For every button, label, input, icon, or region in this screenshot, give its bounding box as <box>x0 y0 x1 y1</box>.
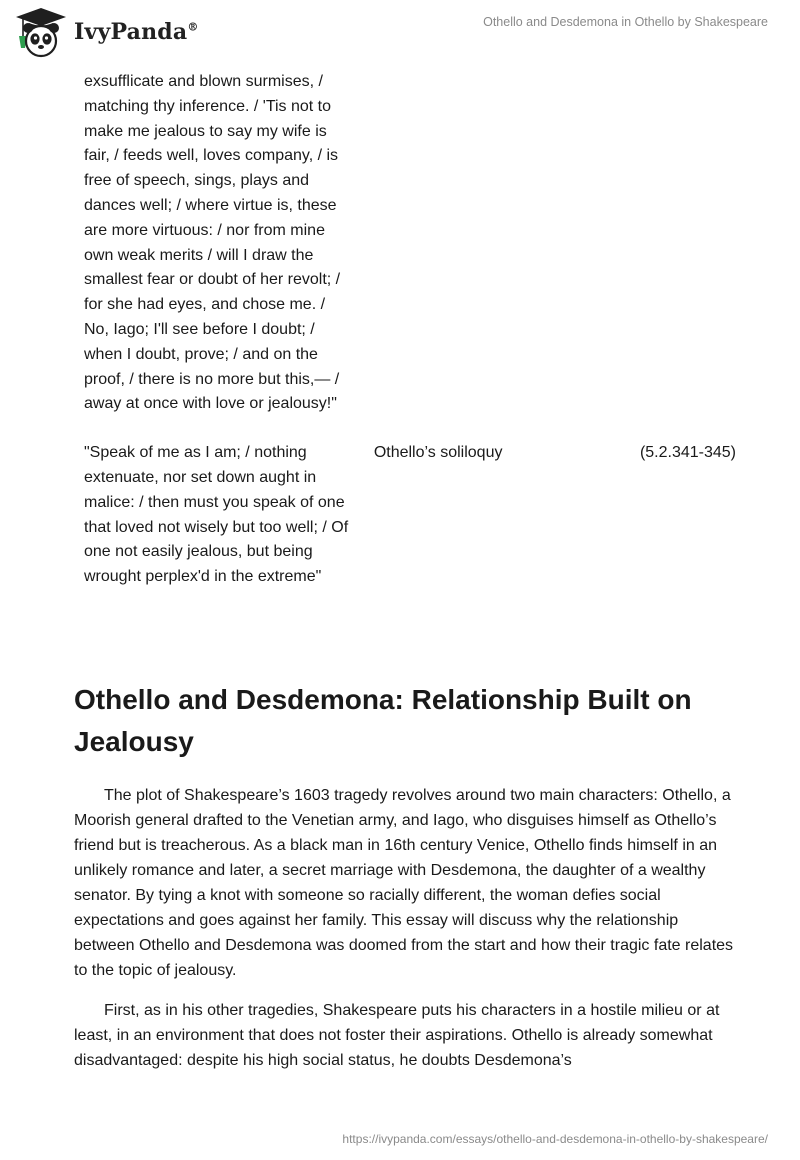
quote-cell: "Speak of me as I am; / nothing extenuate, nor set down aught in malice: / then must you speak of one that loved not wisely but too well; / Of one not easily jealous, but being wrought perplex'd in the extreme" <box>84 444 349 586</box>
body-paragraph-2: First, as in his other tragedies, Shakespeare puts his characters in a hostile milieu or at least, in an environment that does not foster their aspirations. Othello is already somewhat disadvantaged: despite his high social status, he doubts Desdemona’s <box>74 1002 720 1069</box>
brand-name <box>74 19 199 45</box>
section-heading: Othello and Desdemona: Relationship Built on Jealousy <box>74 684 692 757</box>
brand-name-text: IvyPanda <box>74 19 188 45</box>
body-paragraph-1: The plot of Shakespeare’s 1603 tragedy revolves around two main characters: Othello, a Moorish general drafted to the Venetian army, and Iago, who disguises himself as Othello’s friend but is treacherous. As a black man in 16th century Venice, Othello finds himself in an unlikely romance and later, a secret marriage with Desdemona, the daughter of a wealthy senator. By tying a knot with someone so racially different, the woman defies social expectations and goes against her family. This essay will discuss why the relationship between Othello and Desdemona was doomed from the start and how their tragic fate relates to the topic of jealousy. <box>74 787 734 979</box>
page-header <box>0 0 800 64</box>
quote-table <box>74 70 754 590</box>
speaker-cell: Othello’s soliloquy <box>373 444 503 462</box>
reference-cell <box>627 70 754 417</box>
quote-cell: exsufflicate and blown surmises, / matching thy inference. / 'Tis not to make me jealous to say my wife is fair, / feeds well, loves company, / is free of speech, sings, plays and dances well; / where virtue is, these are more virtuous: / nor from mine own weak merits / will I draw the smallest fear or doubt of her revolt; / for she had eyes, and chose me. / No, Iago; I'll see before I doubt; / when I doubt, prove; / and on the proof, / there is no more but this,— / away at once with love or jealousy!" <box>84 73 341 413</box>
row-spacer <box>74 417 754 441</box>
source-url[interactable]: https://ivypanda.com/essays/othello-and-desdemona-in-othello-by-shakespeare/ <box>342 1132 768 1146</box>
speaker-cell <box>350 70 628 417</box>
document-title: Othello and Desdemona in Othello by Shakespeare <box>483 15 768 29</box>
brand-logo[interactable] <box>14 6 199 58</box>
table-row <box>74 70 754 417</box>
table-row <box>74 441 754 590</box>
registered-mark: ® <box>187 20 199 34</box>
reference-cell: (5.2.341-345) <box>639 444 736 462</box>
panda-graduate-icon <box>14 6 68 58</box>
